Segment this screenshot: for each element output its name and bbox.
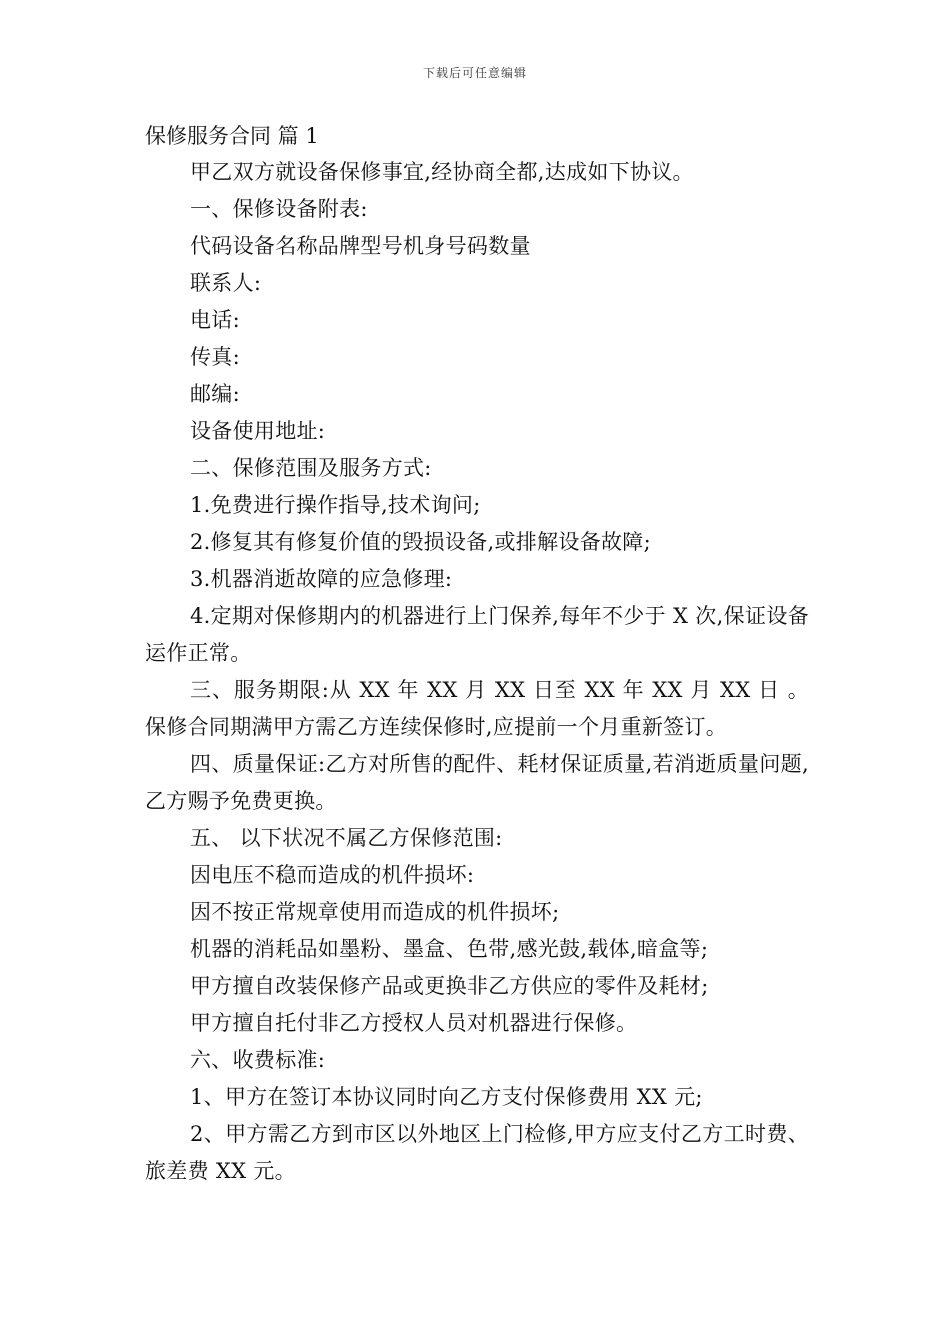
list-item: 1、甲方在签订本协议同时向乙方支付保修费用 XX 元; — [190, 1085, 703, 1109]
section-heading: 四、质量保证:乙方对所售的配件、耗材保证质量,若消逝质量问题,乙方赐予免费更换。 — [145, 752, 809, 813]
list-item: 机器的消耗品如墨粉、墨盒、色带,感光鼓,载体,暗盒等; — [190, 937, 709, 961]
section-heading: 五、 以下状况不属乙方保修范围: — [190, 826, 503, 850]
field-label: 邮编: — [190, 382, 240, 406]
paragraph: 代码设备名称品牌型号机身号码数量 — [190, 234, 531, 258]
list-item: 1.免费进行操作指导,技术询问; — [190, 493, 481, 517]
list-item: 甲方擅自托付非乙方授权人员对机器进行保修。 — [190, 1011, 638, 1035]
field-label: 电话: — [190, 308, 240, 332]
list-item: 甲方擅自改装保修产品或更换非乙方供应的零件及耗材; — [190, 974, 709, 998]
document-title: 保修服务合同 篇 1 — [145, 124, 319, 148]
paragraph: 甲乙双方就设备保修事宜,经协商全都,达成如下协议。 — [190, 160, 694, 184]
field-label: 传真: — [190, 345, 240, 369]
list-item: 2.修复其有修复价值的毁损设备,或排解设备故障; — [190, 530, 651, 554]
document-body — [145, 118, 809, 1190]
list-item: 4.定期对保修期内的机器进行上门保养,每年不少于 X 次,保证设备运作正常。 — [145, 604, 809, 665]
list-item: 3.机器消逝故障的应急修理: — [190, 567, 453, 591]
field-label: 设备使用地址: — [190, 419, 326, 443]
section-heading: 一、保修设备附表: — [190, 197, 368, 221]
section-heading: 二、保修范围及服务方式: — [190, 456, 432, 480]
section-heading: 六、收费标准: — [190, 1048, 326, 1072]
list-item: 2、甲方需乙方到市区以外地区上门检修,甲方应支付乙方工时费、旅差费 XX 元。 — [145, 1122, 809, 1183]
page-header-note: 下载后可任意编辑 — [422, 66, 527, 80]
list-item: 因电压不稳而造成的机件损坏: — [190, 863, 475, 887]
section-heading: 三、服务期限:从 XX 年 XX 月 XX 日至 XX 年 XX 月 XX 日 。保修合同期满甲方需乙方连续保修时,应提前一个月重新签订。 — [145, 678, 809, 739]
field-label: 联系人: — [190, 271, 262, 295]
list-item: 因不按正常规章使用而造成的机件损坏; — [190, 900, 560, 924]
